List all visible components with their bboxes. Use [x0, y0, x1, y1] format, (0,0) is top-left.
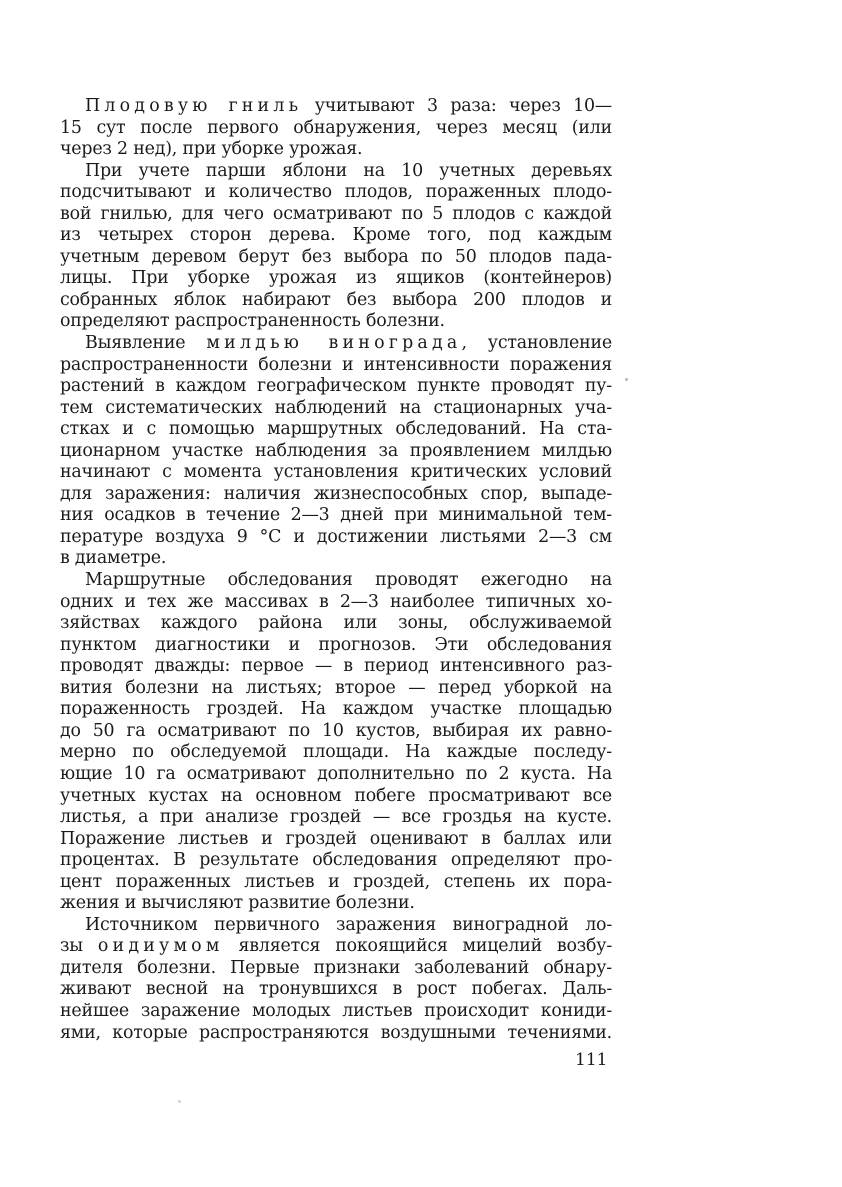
text-line: учетным деревом берут без выбора по 50 плодов пада- — [60, 246, 612, 267]
text-line: нейшее заражение молодых листьев происходит кониди- — [60, 1000, 612, 1021]
text-line: ями, которые распространяются воздушными течениями. — [60, 1022, 612, 1043]
text-line: 15 сут после первого обнаружения, через месяц (или — [60, 117, 612, 138]
text-line: пунктом диагностики и прогнозов. Эти обследования — [60, 634, 612, 655]
text-line: пературе воздуха 9 °С и достижении листьями 2—3 см — [60, 526, 612, 547]
text-line: для заражения: наличия жизнеспособных спор, выпаде- — [60, 483, 612, 504]
text-line: лицы. При уборке урожая из ящиков (контейнеров) — [60, 268, 612, 289]
text-line: дителя болезни. Первые признаки заболеваний обнару- — [60, 957, 612, 978]
text-line: вития болезни на листьях; второе — перед уборкой на — [60, 677, 612, 698]
text-fragment: зы — [60, 936, 83, 957]
text-fragment: Выявление — [85, 333, 186, 354]
text-line: жения и вычисляют развитие болезни. — [60, 893, 415, 914]
text-line: ционарном участке наблюдения за проявлением милдью — [60, 440, 612, 461]
text-fragment: , установление — [461, 333, 613, 354]
text-line: зяйствах каждого района или зоны, обслуживаемой — [60, 613, 612, 634]
text-fragment: является покоящийся мицелий возбу- — [238, 936, 613, 957]
text-line: Поражение листьев и гроздей оценивают в баллах или — [60, 828, 612, 849]
text-line: живают весной на тронувшихся в рост побегах. Даль- — [60, 979, 612, 1000]
text-line: тем систематических наблюдений на стационарных уча- — [60, 397, 612, 418]
paragraph-scab — [60, 161, 612, 333]
text-line: ния осадков в течение 2—3 дней при минимальной тем- — [60, 505, 612, 526]
text-line: определяют распространенность болезни. — [60, 311, 445, 332]
text-line: подсчитывают и количество плодов, пораженных плодо- — [60, 182, 612, 203]
scan-speck — [178, 1100, 181, 1103]
text-line — [60, 936, 612, 958]
text-line: проводят дважды: первое — в период интенсивного раз- — [60, 656, 612, 677]
text-line — [85, 96, 612, 118]
text-line: учетных кустах на основном побеге просматривают все — [60, 785, 612, 806]
text-line: собранных яблок набирают без выбора 200 плодов и — [60, 289, 612, 310]
text-line: мерно по обследуемой площади. На каждые последу- — [60, 742, 612, 763]
text-line: через 2 нед), при уборке урожая. — [60, 139, 363, 160]
text-line: ющие 10 га осматривают дополнительно по 2 куста. На — [60, 763, 612, 784]
term-oidium: оидиумом — [97, 936, 224, 957]
text-line: стках и с помощью маршрутных обследований. На ста- — [60, 419, 612, 440]
paragraph-route-surveys — [60, 570, 612, 915]
page-number: 111 — [575, 1050, 608, 1070]
paragraph-oidium — [60, 915, 612, 1044]
text-line: в диаметре. — [60, 548, 167, 569]
text-line: начинают с момента установления критических условий — [60, 462, 612, 483]
text-line: растений в каждом географическом пункте проводят пу- — [60, 376, 612, 397]
text-line: листья, а при анализе гроздей — все гроздья на кусте. — [60, 807, 612, 828]
text-line: процентах. В результате обследования определяют про- — [60, 850, 612, 871]
text-line: из четырех сторон дерева. Кроме того, под каждым — [60, 225, 612, 246]
text-line: При учете парши яблони на 10 учетных деревьях — [85, 160, 612, 181]
text-line: Источником первичного заражения виноградной ло- — [85, 914, 612, 935]
text-line — [85, 333, 612, 355]
text-line: вой гнилью, для чего осматривают по 5 плодов с каждой — [60, 203, 612, 224]
text-line: до 50 га осматривают по 10 кустов, выбирая их равно- — [60, 720, 612, 741]
scan-speck — [625, 378, 628, 381]
text-line: пораженность гроздей. На каждом участке площадью — [60, 699, 612, 720]
text-fragment: учитывают 3 раза: через 10— — [314, 96, 612, 116]
term-fruit-rot: Плодовую гниль — [85, 96, 303, 116]
body-text — [60, 96, 612, 1044]
term-mildew: милдью винограда — [206, 333, 462, 354]
text-line: цент пораженных листьев и гроздей, степень их пора- — [60, 871, 612, 892]
text-line: одних и тех же массивах в 2—3 наиболее типичных хо- — [60, 591, 612, 612]
paragraph-mildew — [60, 333, 612, 570]
paragraph-fruit-rot — [60, 96, 612, 161]
text-line: распространенности болезни и интенсивности поражения — [60, 354, 612, 375]
text-line: Маршрутные обследования проводят ежегодно на — [85, 570, 612, 591]
